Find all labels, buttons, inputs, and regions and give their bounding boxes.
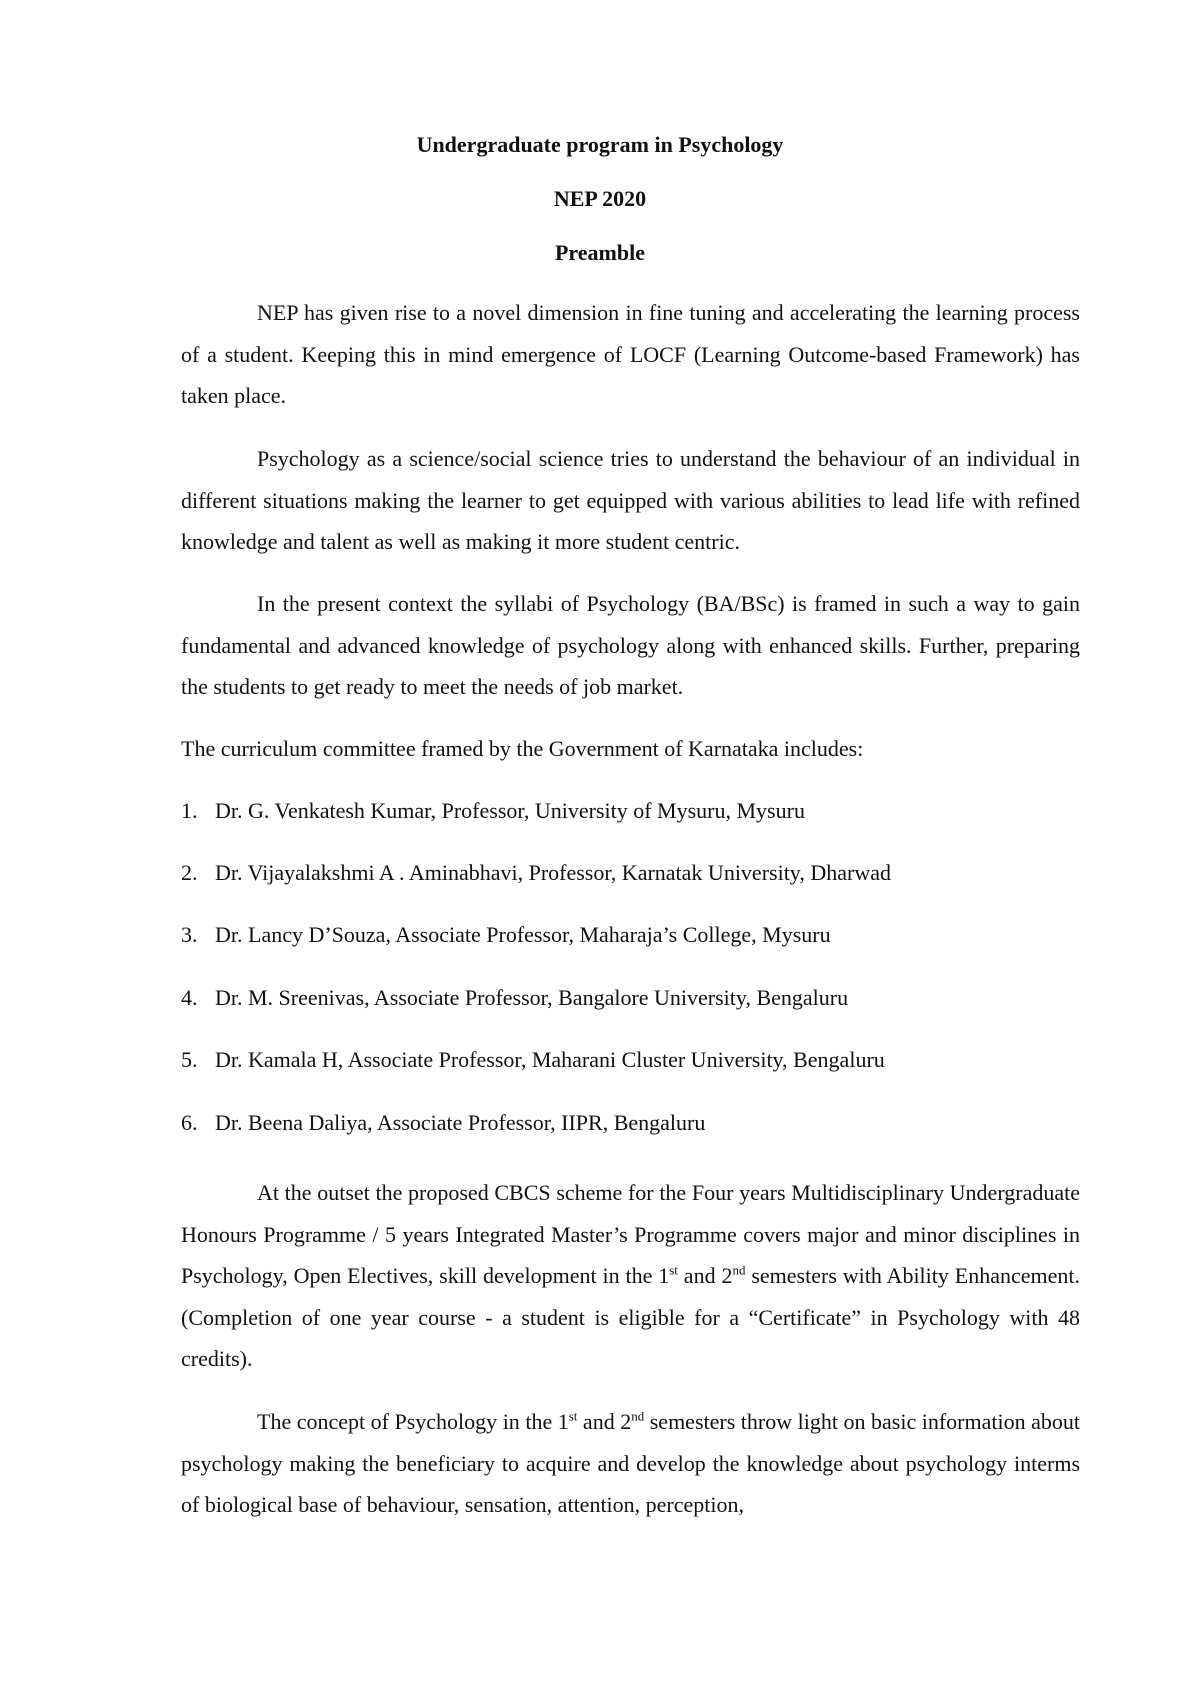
list-item <box>181 797 1080 825</box>
list-text: Dr. Lancy D’Souza, Associate Professor, Maharaja’s College, Mysuru <box>215 922 831 947</box>
list-item <box>181 984 1080 1012</box>
list-number: 4. <box>181 985 198 1010</box>
paragraph-syllabi-context: In the present context the syllabi of Psychology (BA/BSc) is framed in such a way to gain fundamental and advanced knowledge of psychology along with enhanced skills. Further, preparing the students to get ready to meet the needs of job market. <box>181 591 1080 699</box>
list-text: Dr. M. Sreenivas, Associate Professor, Bangalore University, Bengaluru <box>215 985 849 1010</box>
list-text: Dr. Beena Daliya, Associate Professor, IIPR, Bengaluru <box>215 1110 706 1135</box>
document-subheading: NEP 2020 <box>553 186 647 211</box>
list-item <box>181 1109 1080 1137</box>
list-item <box>181 1046 1080 1074</box>
list-item <box>181 921 1080 949</box>
paragraph-cbcs-scheme: At the outset the proposed CBCS scheme for the Four years Multidisciplinary Undergraduate Honours Programme / 5 years Integrated Master’s Programme covers major and minor disciplines in Psychology, Open Electives, skill development in the 1st and 2nd semesters with Ability Enhancement. (Completion of one year course - a student is eligible for a “Certificate” in Psychology with 48 credits). <box>181 1180 1080 1371</box>
list-number: 5. <box>181 1047 198 1072</box>
list-item <box>181 859 1080 887</box>
list-text: Dr. Kamala H, Associate Professor, Maharani Cluster University, Bengaluru <box>215 1047 885 1072</box>
list-number: 1. <box>181 798 198 823</box>
list-number: 3. <box>181 922 198 947</box>
section-title: Preamble <box>554 240 645 265</box>
paragraph-nep-intro: NEP has given rise to a novel dimension in fine tuning and accelerating the learning process of a student. Keeping this in mind emergence of LOCF (Learning Outcome-based Framework) has taken place. <box>181 300 1080 408</box>
paragraph-concept-psychology: The concept of Psychology in the 1st and 2nd semesters throw light on basic information about psychology making the beneficiary to acquire and develop the knowledge about psychology interms of biological base of behaviour, sensation, attention, perception, <box>181 1408 1081 1517</box>
paragraph-psychology-science: Psychology as a science/social science tries to understand the behaviour of an individual in different situations making the learner to get equipped with various abilities to lead life with refined knowledge and talent as well as making it more student centric. <box>181 446 1080 554</box>
list-number: 2. <box>181 860 198 885</box>
list-text: Dr. Vijayalakshmi A . Aminabhavi, Professor, Karnatak University, Dharwad <box>215 860 892 885</box>
list-number: 6. <box>181 1110 198 1135</box>
document-heading: Undergraduate program in Psychology <box>416 132 784 157</box>
paragraph-committee-intro: The curriculum committee framed by the Government of Karnataka includes: <box>181 736 864 761</box>
list-text: Dr. G. Venkatesh Kumar, Professor, University of Mysuru, Mysuru <box>215 798 805 823</box>
